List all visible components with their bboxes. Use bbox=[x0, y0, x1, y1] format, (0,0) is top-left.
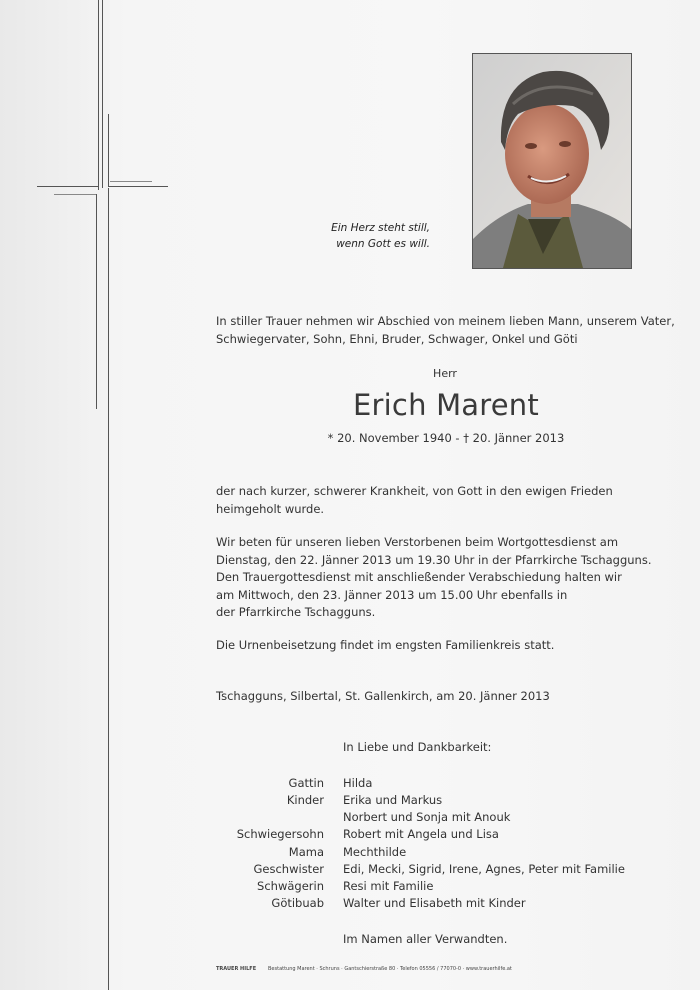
place-date: Tschagguns, Silbertal, St. Gallenkirch, am 20. Jänner 2013 bbox=[216, 689, 550, 703]
deceased-name: Erich Marent bbox=[353, 388, 539, 422]
life-dates: * 20. November 1940 - † 20. Jänner 2013 bbox=[327, 431, 565, 445]
relative-value: Edi, Mecki, Sigrid, Irene, Agnes, Peter mit Familie bbox=[343, 862, 625, 876]
relative-label: Kinder bbox=[286, 793, 324, 807]
relative-value: Walter und Elisabeth mit Kinder bbox=[343, 896, 526, 910]
service-line-4: am Mittwoch, den 23. Jänner 2013 um 15.00 Uhr ebenfalls in bbox=[216, 587, 568, 602]
relative-value: Norbert und Sonja mit Anouk bbox=[343, 810, 511, 824]
quote-line-2: wenn Gott es will. bbox=[336, 238, 430, 250]
service-line-3: Den Trauergottesdienst mit anschließender Verabschiedung halten wir bbox=[216, 570, 622, 584]
relative-label: Gattin bbox=[288, 776, 324, 790]
honorific: Herr bbox=[433, 367, 457, 380]
relative-label: Götibuab bbox=[271, 896, 324, 910]
footer-details: Bestattung Marent · Schruns · Gantschierstraße 80 · Telefon 05556 / 77070-0 · www.trauerhilfe.at bbox=[268, 966, 512, 972]
passing-line-1: der nach kurzer, schwerer Krankheit, von Gott in den ewigen Frieden bbox=[216, 484, 613, 498]
service-line-5: der Pfarrkirche Tschagguns. bbox=[216, 605, 376, 619]
relative-value: Resi mit Familie bbox=[343, 879, 434, 893]
urn-burial-text: Die Urnenbeisetzung findet im engsten Familienkreis statt. bbox=[216, 638, 555, 652]
closing-text: In Liebe und Dankbarkeit: bbox=[343, 740, 492, 754]
relative-value: Erika und Markus bbox=[343, 793, 443, 807]
relative-label: Schwägerin bbox=[257, 879, 324, 893]
relative-label: Mama bbox=[288, 845, 324, 859]
footer-brand: TRAUER HILFE bbox=[216, 966, 257, 972]
passing-text bbox=[216, 483, 613, 518]
service-line-1: Wir beten für unseren lieben Verstorbenen beim Wortgottesdienst am bbox=[216, 535, 619, 549]
memorial-quote bbox=[300, 220, 430, 252]
relative-label: Schwiegersohn bbox=[236, 827, 324, 841]
quote-line-1: Ein Herz steht still, bbox=[331, 222, 430, 234]
intro-line-2: Schwiegervater, Sohn, Ehni, Bruder, Schwager, Onkel und Göti bbox=[216, 331, 578, 346]
relative-value: Hilda bbox=[343, 776, 373, 790]
portrait-photo bbox=[472, 53, 632, 269]
relative-value: Robert mit Angela und Lisa bbox=[343, 827, 499, 841]
relative-value: Mechthilde bbox=[343, 845, 407, 859]
relative-label: Geschwister bbox=[253, 862, 324, 876]
intro-text bbox=[216, 313, 675, 348]
passing-line-2: heimgeholt wurde. bbox=[216, 501, 325, 516]
intro-line-1: In stiller Trauer nehmen wir Abschied von meinem lieben Mann, unserem Vater, bbox=[216, 314, 675, 328]
all-relatives-text: Im Namen aller Verwandten. bbox=[343, 932, 508, 946]
service-line-2: Dienstag, den 22. Jänner 2013 um 19.30 Uhr in der Pfarrkirche Tschagguns. bbox=[216, 552, 652, 567]
service-text bbox=[216, 534, 652, 622]
